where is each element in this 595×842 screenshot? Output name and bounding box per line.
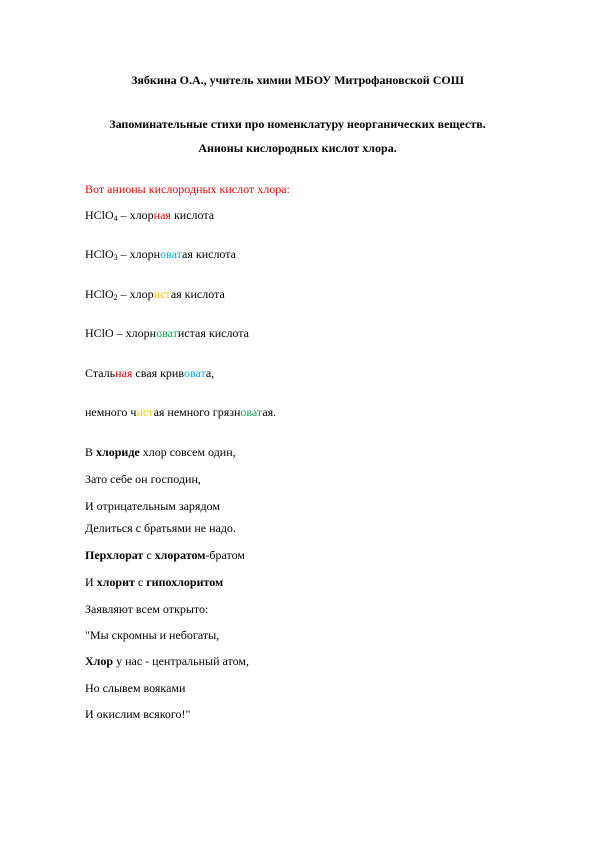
acid-line-chlorous xyxy=(85,286,225,306)
formula: HClO xyxy=(85,247,114,261)
text: истая кислота xyxy=(177,326,249,340)
suffix-highlight: оват xyxy=(156,326,178,340)
poem-line xyxy=(85,680,185,696)
text: "Мы скромны и небогаты, xyxy=(85,628,220,642)
suffix-highlight: н xyxy=(153,208,161,222)
bold-term: Перхлорат xyxy=(85,548,144,562)
suffix-highlight: оват xyxy=(183,366,206,380)
formula-subscript: 4 xyxy=(113,214,118,223)
rhyme-line-2 xyxy=(85,404,276,420)
formula-subscript: 2 xyxy=(113,293,118,302)
suffix-highlight: ист xyxy=(136,405,154,419)
poem-line xyxy=(85,653,249,669)
poem-line xyxy=(85,471,201,487)
text: немного ч xyxy=(85,405,137,419)
formula: HClO xyxy=(85,208,114,222)
intro-line: Вот анионы кислородных кислот хлора: xyxy=(85,182,290,196)
acid-line-hypochlorous xyxy=(85,325,249,341)
text: И отрицательным зарядом xyxy=(85,499,220,513)
suffix-highlight: оват xyxy=(160,247,183,261)
text: у нас - центральный атом, xyxy=(113,654,249,668)
poem-line xyxy=(85,547,245,563)
text: -братом xyxy=(205,548,246,562)
text: – хлорн xyxy=(117,247,161,261)
text: И окислим всякого!" xyxy=(85,707,191,721)
text: кислота xyxy=(170,208,215,222)
bold-term: хлориде xyxy=(96,445,140,459)
text: Но слывем вояками xyxy=(85,681,186,695)
acid-line-chloric xyxy=(85,246,236,266)
bold-term: гипохлоритом xyxy=(146,575,224,589)
poem-line xyxy=(85,520,236,536)
text: а, xyxy=(205,366,215,380)
formula-subscript: 3 xyxy=(113,253,118,262)
poem-line xyxy=(85,498,220,514)
author-line: Зябкина О.А., учитель химии МБОУ Митрофановской СОШ xyxy=(131,73,464,87)
text: ая. xyxy=(262,405,277,419)
poem-line xyxy=(85,601,208,617)
suffix-highlight: ная xyxy=(115,366,133,380)
text: свая крив xyxy=(132,366,184,380)
suffix-highlight: ая xyxy=(160,208,171,222)
bold-term: Хлор xyxy=(85,654,114,668)
acid-line-perchloric xyxy=(85,207,214,227)
formula: HClO xyxy=(85,326,114,340)
text: ая немного грязн xyxy=(153,405,241,419)
poem-line xyxy=(85,444,236,460)
document-subtitle: Анионы кислородных кислот хлора. xyxy=(198,141,397,155)
text: И xyxy=(85,575,97,589)
suffix-highlight: ист xyxy=(153,287,171,301)
text: – хлор xyxy=(117,287,154,301)
text: с xyxy=(134,575,147,589)
text: В xyxy=(85,445,97,459)
text: Зато себе он господин, xyxy=(85,472,201,486)
poem-line xyxy=(85,574,223,590)
bold-term: хлоратом xyxy=(154,548,206,562)
document-title: Запоминательные стихи про номенклатуру неорганических веществ. xyxy=(109,117,486,131)
text: ая кислота xyxy=(182,247,236,261)
suffix-highlight: оват xyxy=(240,405,263,419)
poem-line xyxy=(85,706,190,722)
poem-line xyxy=(85,627,219,643)
text: Делиться с братьями не надо. xyxy=(85,521,236,535)
text: хлор совсем один, xyxy=(139,445,236,459)
text: – хлор xyxy=(117,208,154,222)
text: Заявляют всем открыто: xyxy=(85,602,209,616)
text: Сталь xyxy=(85,366,116,380)
text: ая кислота xyxy=(170,287,225,301)
text: – хлорн xyxy=(113,326,157,340)
text: с xyxy=(143,548,155,562)
formula: HClO xyxy=(85,287,114,301)
bold-term: хлорит xyxy=(96,575,135,589)
rhyme-line-1 xyxy=(85,365,214,381)
